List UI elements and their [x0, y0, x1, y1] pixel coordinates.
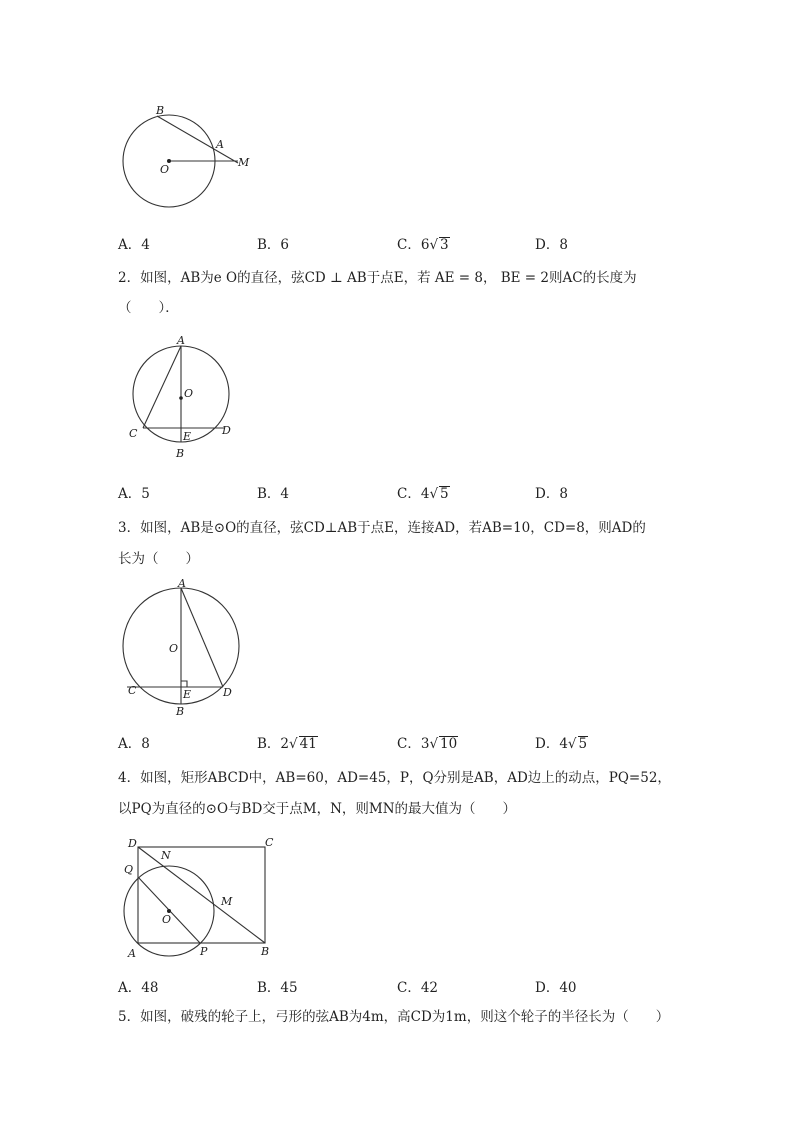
label-d: D [222, 424, 231, 437]
label-c: C [129, 427, 138, 440]
q5-stem-line1: 5．如图，破残的轮子上，弓形的弦AB为4m，高CD为1m，则这个轮子的半径长为（ ） [118, 1009, 670, 1025]
q3-option-d[interactable]: D．4√ 5 [535, 736, 588, 752]
label-o: O [162, 913, 172, 926]
label-d: D [128, 837, 137, 850]
q3-option-a[interactable]: A．8 [118, 736, 150, 752]
q1-option-a[interactable]: A．4 [118, 237, 150, 253]
q3-stem-line1: 3．如图，AB是⊙O的直径，弦CD⊥AB于点E，连接AD，若AB=10，CD=8，则AD的 [118, 520, 646, 536]
q1-option-d[interactable]: D．8 [535, 237, 568, 253]
q2-option-d[interactable]: D．8 [535, 486, 568, 502]
label-e: E [183, 688, 192, 701]
label-b: B [156, 104, 165, 117]
label-n: N [161, 849, 171, 862]
q4-option-d[interactable]: D．40 [535, 980, 577, 996]
label-b: B [176, 705, 185, 718]
label-a: A [216, 138, 224, 151]
q2-stem-line2: （ ）． [118, 300, 179, 316]
label-b: B [261, 945, 270, 958]
label-m: M [238, 156, 250, 169]
label-o: O [169, 642, 179, 655]
label-o: O [184, 387, 194, 400]
label-e: E [183, 430, 192, 443]
figure-1 [110, 100, 260, 215]
segment-ad [181, 588, 223, 687]
segment-bm [157, 116, 238, 163]
label-b: B [176, 447, 185, 460]
label-m: M [221, 895, 233, 908]
q4-option-c[interactable]: C．42 [397, 980, 439, 996]
diagonal-bd [138, 847, 265, 943]
figure-4 [115, 833, 285, 963]
q1-option-b[interactable]: B．6 [257, 237, 290, 253]
q2-stem-line1: 2．如图，AB为e O的直径，弦CD ⊥ AB于点E，若 AE = 8， BE = 2则AC的长度为 [118, 270, 637, 286]
label-p: P [200, 945, 208, 958]
figure-3 [112, 578, 252, 720]
label-c: C [265, 836, 274, 849]
label-a: A [178, 577, 186, 590]
label-d: D [223, 686, 232, 699]
q3-stem-line2: 长为（ ） [118, 551, 199, 567]
q2-option-a[interactable]: A．5 [118, 486, 150, 502]
q4-stem-line1: 4．如图，矩形ABCD中，AB=60，AD=45，P，Q分别是AB，AD边上的动点，PQ=52， [118, 770, 671, 786]
center-point [179, 396, 183, 400]
label-q: Q [124, 863, 134, 876]
label-a: A [128, 947, 136, 960]
q2-option-c[interactable]: C．4√ 5 [397, 486, 449, 502]
label-o: O [160, 163, 170, 176]
label-c: C [128, 684, 137, 697]
q1-option-c[interactable]: C．6√ 3 [397, 237, 449, 253]
q4-stem-line2: 以PQ为直径的⊙O与BD交于点M，N，则MN的最大值为（ ） [118, 801, 517, 817]
q3-option-b[interactable]: B．2√ 41 [257, 736, 317, 752]
label-a: A [177, 334, 185, 347]
q4-option-a[interactable]: A．48 [118, 980, 159, 996]
right-angle-mark [181, 681, 187, 687]
q4-option-b[interactable]: B．45 [257, 980, 298, 996]
figure-2 [120, 333, 250, 463]
q3-option-c[interactable]: C．3√ 10 [397, 736, 458, 752]
q2-option-b[interactable]: B．4 [257, 486, 290, 502]
